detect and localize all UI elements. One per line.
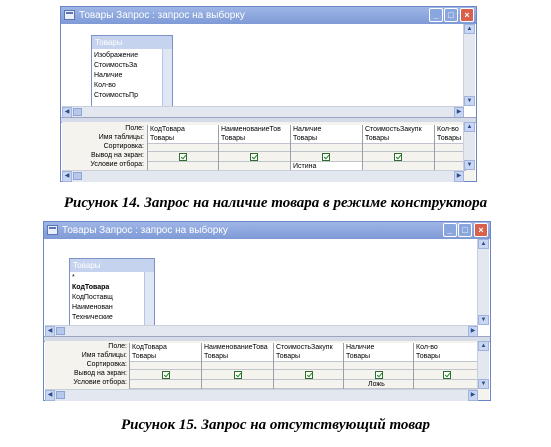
scroll-up-icon[interactable]: ▲ [478,239,489,249]
show-checkbox-checked-icon[interactable] [443,371,451,379]
grid-column-5[interactable] [435,125,466,171]
grid-show-cell [202,370,273,380]
query-app-icon [47,225,58,235]
row-label-sort: Сортировка: [86,361,127,368]
grid-field-cell[interactable]: Кол-во [435,125,465,135]
grid-field-cell[interactable]: СтоимостьЗакупк [363,125,434,135]
scroll-left-icon[interactable]: ◀ [45,390,55,401]
grid-table-cell[interactable]: Товары [148,134,218,144]
scroll-down-icon[interactable]: ▼ [478,379,489,389]
grid-table-cell[interactable]: Товары [291,134,362,144]
close-icon: × [478,225,484,235]
grid-column-4[interactable] [344,343,414,389]
field-list-item[interactable]: Наличие [94,72,123,79]
scroll-up-icon[interactable]: ▲ [464,122,475,132]
grid-column-2[interactable] [219,125,291,171]
grid-show-cell [414,370,479,380]
design-grid [147,125,466,171]
grid-sort-cell[interactable] [219,143,290,152]
scroll-up-icon[interactable]: ▲ [478,341,489,351]
grid-sort-cell[interactable] [274,361,343,370]
minimize-button[interactable] [443,223,457,237]
grid-table-cell[interactable]: Товары [219,134,290,144]
maximize-button[interactable] [458,223,472,237]
grid-sort-cell[interactable] [435,143,465,152]
grid-table-cell[interactable]: Товары [274,352,343,362]
grid-criteria-cell[interactable] [202,380,273,389]
grid-field-cell[interactable]: СтоимостьЗакупк [274,343,343,353]
show-checkbox-checked-icon[interactable] [375,371,383,379]
grid-column-2[interactable] [202,343,274,389]
field-list-item[interactable]: * [72,274,75,281]
grid-horizontal-scrollbar[interactable] [45,389,478,401]
show-checkbox-checked-icon[interactable] [305,371,313,379]
field-list-item[interactable]: СтоимостьЗа [94,62,138,69]
grid-sort-cell[interactable] [414,361,479,370]
show-checkbox-checked-icon[interactable] [322,153,330,161]
field-list-scrollbar[interactable] [144,272,154,325]
figure-caption-14: Рисунок 14. Запрос на наличие товара в режиме конструктора [63,195,488,211]
design-grid-pane [45,341,489,400]
grid-show-cell [344,370,413,380]
grid-field-cell[interactable]: НаименованиеТова [202,343,273,353]
grid-criteria-cell[interactable] [130,380,201,389]
scroll-right-icon[interactable]: ▶ [468,390,478,401]
close-icon: × [464,10,470,20]
scroll-left-icon[interactable]: ◀ [62,171,72,182]
grid-vertical-scrollbar[interactable] [477,341,489,389]
design-grid [129,343,480,389]
minimize-icon: _ [447,225,453,235]
maximize-icon: □ [448,10,454,20]
grid-table-cell[interactable]: Товары [363,134,434,144]
grid-column-1[interactable] [130,343,202,389]
grid-criteria-cell[interactable]: Ложь [344,380,413,389]
row-label-criteria: Условие отбора: [90,161,144,168]
grid-horizontal-scrollbar[interactable] [62,170,464,182]
table-box-title: Товары [70,259,154,272]
table-box-title: Товары [92,36,172,49]
grid-sort-cell[interactable] [202,361,273,370]
field-list-item[interactable]: КодПоставщ [72,294,113,301]
show-checkbox-checked-icon[interactable] [162,371,170,379]
figure-caption-15: Рисунок 15. Запрос на отсутствующий товар [120,417,431,433]
close-button[interactable] [474,223,488,237]
window-title-bar[interactable] [61,7,476,24]
row-label-sort: Сортировка: [103,143,144,150]
grid-column-5[interactable] [414,343,480,389]
window-title: Товары Запрос : запрос на выборку [62,225,228,236]
grid-criteria-cell[interactable] [414,380,479,389]
table-pane-vertical-scrollbar[interactable] [477,239,489,325]
scroll-left-icon[interactable]: ◀ [62,107,72,118]
grid-sort-cell[interactable] [130,361,201,370]
grid-table-cell[interactable]: Товары [130,352,201,362]
grid-column-4[interactable] [363,125,435,171]
minimize-icon: _ [433,10,439,20]
query-designer-window-1 [60,6,477,182]
scroll-right-icon[interactable]: ▶ [454,171,464,182]
grid-table-cell[interactable]: Товары [202,352,273,362]
field-list-item[interactable]: Технические [72,314,113,321]
table-box-tovary[interactable] [69,258,155,326]
grid-field-cell[interactable]: Наличие [291,125,362,135]
field-list-item[interactable]: Наименован [72,304,113,311]
table-pane-vertical-scrollbar[interactable] [463,24,475,106]
grid-table-cell[interactable]: Товары [435,134,465,144]
grid-show-cell [363,152,434,162]
scroll-left-icon[interactable]: ◀ [45,326,55,337]
field-list-item[interactable]: Кол-во [94,82,116,89]
grid-sort-cell[interactable] [291,143,362,152]
grid-show-cell [291,152,362,162]
grid-sort-cell[interactable] [363,143,434,152]
minimize-button[interactable] [429,8,443,22]
maximize-icon: □ [462,225,468,235]
row-label-show: Вывод на экран: [73,370,127,377]
row-label-criteria: Условие отбора: [73,379,127,386]
grid-sort-cell[interactable] [148,143,218,152]
grid-show-cell [219,152,290,162]
grid-field-cell[interactable]: Кол-во [414,343,479,353]
grid-criteria-cell[interactable] [274,380,343,389]
grid-field-cell[interactable]: КодТовара [148,125,218,135]
grid-show-cell [148,152,218,162]
scroll-down-icon[interactable]: ▼ [478,315,489,325]
grid-field-cell[interactable]: НаименованиеТов [219,125,290,135]
row-label-table: Имя таблицы: [81,352,127,359]
scroll-thumb[interactable] [56,327,65,335]
grid-column-3[interactable] [291,125,363,171]
grid-show-cell[interactable] [435,152,465,162]
grid-vertical-scrollbar[interactable] [463,122,475,170]
field-list-item[interactable]: Изображение [94,52,139,59]
row-label-field: Поле: [125,125,144,132]
grid-field-cell[interactable]: КодТовара [130,343,201,353]
table-pane [62,24,475,117]
field-list-scrollbar[interactable] [162,49,172,107]
grid-column-3[interactable] [274,343,344,389]
window-title: Товары Запрос : запрос на выборку [79,10,245,21]
maximize-button[interactable] [444,8,458,22]
design-grid-pane [62,122,475,181]
scroll-up-icon[interactable]: ▲ [464,24,475,34]
query-app-icon [64,10,75,20]
show-checkbox-checked-icon[interactable] [394,153,402,161]
show-checkbox-checked-icon[interactable] [179,153,187,161]
close-button[interactable] [460,8,474,22]
grid-table-cell[interactable]: Товары [344,352,413,362]
scroll-down-icon[interactable]: ▼ [464,96,475,106]
show-checkbox-checked-icon[interactable] [250,153,258,161]
grid-column-1[interactable] [148,125,219,171]
scroll-right-icon[interactable]: ▶ [468,326,478,337]
field-list-item[interactable]: КодТовара [72,284,110,291]
show-checkbox-checked-icon[interactable] [234,371,242,379]
table-box-tovary[interactable] [91,35,173,108]
grid-sort-cell[interactable] [344,361,413,370]
scroll-down-icon[interactable]: ▼ [464,160,475,170]
query-designer-window-2 [43,221,491,401]
window-title-bar[interactable] [44,222,490,239]
scroll-right-icon[interactable]: ▶ [454,107,464,118]
scroll-thumb[interactable] [73,172,82,180]
row-label-show: Вывод на экран: [90,152,144,159]
row-label-field: Поле: [108,343,127,350]
row-label-table: Имя таблицы: [98,134,144,141]
grid-field-cell[interactable]: Наличие [344,343,413,353]
field-list-item[interactable]: СтоимостьПр [94,92,138,99]
scroll-thumb[interactable] [73,108,82,116]
grid-show-cell [274,370,343,380]
table-pane [45,239,489,336]
scroll-thumb[interactable] [56,391,65,399]
grid-table-cell[interactable]: Товары [414,352,479,362]
grid-show-cell [130,370,201,380]
grid-criteria-cell[interactable]: Истина [291,162,362,171]
